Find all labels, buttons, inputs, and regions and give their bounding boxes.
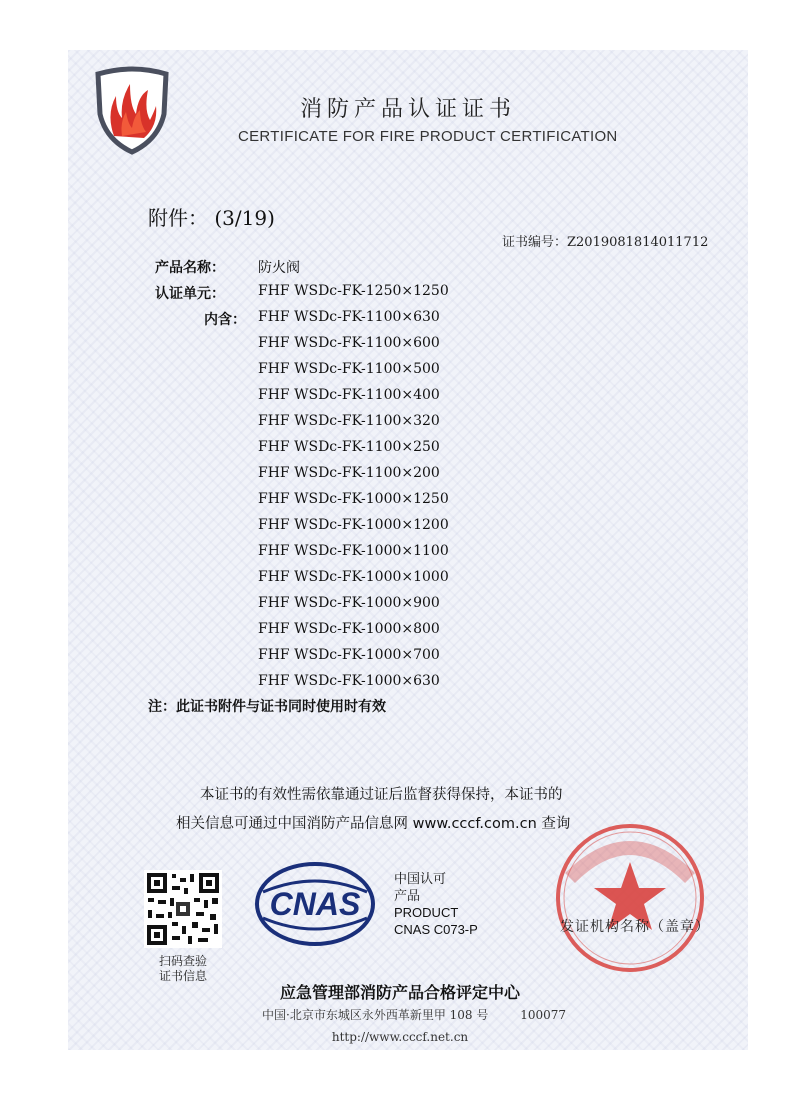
- qr-code-icon: [144, 870, 222, 948]
- qr-caption-line2: 证书信息: [158, 969, 207, 983]
- fire-shield-logo-icon: [92, 66, 172, 156]
- attachment-heading: [148, 202, 275, 231]
- cnas-line2: 产品: [394, 888, 421, 903]
- model-item: FHF WSDc-FK-1100×320: [258, 413, 440, 429]
- postcode: 100077: [520, 1008, 566, 1022]
- model-item: FHF WSDc-FK-1000×800: [258, 621, 440, 637]
- model-item: FHF WSDc-FK-1100×630: [258, 309, 440, 325]
- official-seal-icon: [540, 818, 720, 978]
- attachment-label: 附件：: [148, 206, 208, 230]
- model-item: FHF WSDc-FK-1100×600: [258, 335, 440, 351]
- qr-caption-line1: 扫码查验: [158, 954, 207, 968]
- model-item: FHF WSDc-FK-1000×1250: [258, 491, 449, 507]
- issuing-organization: 应急管理部消防产品合格评定中心: [279, 983, 520, 1002]
- cnas-line3: PRODUCT: [394, 905, 459, 920]
- product-name-value: 防火阀: [258, 260, 300, 276]
- model-item: FHF WSDc-FK-1000×700: [258, 647, 440, 663]
- organization-url: http://www.cccf.net.cn: [331, 1030, 469, 1044]
- model-item: FHF WSDc-FK-1000×900: [258, 595, 440, 611]
- contents-label: 内含：: [204, 312, 246, 328]
- model-item: FHF WSDc-FK-1100×400: [258, 387, 440, 403]
- cnas-line1: 中国认可: [394, 871, 447, 886]
- model-item: FHF WSDc-FK-1000×1000: [258, 569, 449, 585]
- certificate-title-cn: 消防产品认证证书: [300, 97, 517, 122]
- model-item: FHF WSDc-FK-1000×1200: [258, 517, 449, 533]
- validity-text-line1: 本证书的有效性需依靠通过证后监督获得保持，本证书的: [200, 787, 563, 803]
- cnas-accreditation-text: [394, 870, 478, 938]
- model-item: FHF WSDc-FK-1100×200: [258, 465, 440, 481]
- validity-text-line2: 相关信息可通过中国消防产品信息网 www.cccf.com.cn 查询: [176, 816, 571, 832]
- validity-note: 注：此证书附件与证书同时使用时有效: [148, 699, 386, 715]
- certificate-number: 证书编号：Z2019081814011712: [502, 235, 709, 250]
- model-item: FHF WSDc-FK-1100×500: [258, 361, 440, 377]
- model-item: FHF WSDc-FK-1000×630: [258, 673, 440, 689]
- certificate-title-en: CERTIFICATE FOR FIRE PRODUCT CERTIFICATION: [238, 128, 618, 145]
- cnas-logo-icon: [255, 862, 375, 946]
- address-text: 中国·北京市东城区永外西革新里甲 108 号: [262, 1008, 489, 1022]
- issuing-authority-label: 发证机构名称（盖章）: [560, 919, 710, 935]
- organization-address: [262, 1006, 566, 1023]
- cert-unit-value: FHF WSDc-FK-1250×1250: [258, 283, 449, 299]
- product-name-label: 产品名称：: [155, 260, 225, 276]
- model-item: FHF WSDc-FK-1000×1100: [258, 543, 449, 559]
- attachment-page: (3/19): [214, 206, 275, 230]
- cnas-logo-text: CNAS: [269, 886, 361, 922]
- cnas-line4: CNAS C073-P: [394, 922, 478, 937]
- cert-unit-label: 认证单元：: [155, 286, 225, 302]
- model-item: FHF WSDc-FK-1100×250: [258, 439, 440, 455]
